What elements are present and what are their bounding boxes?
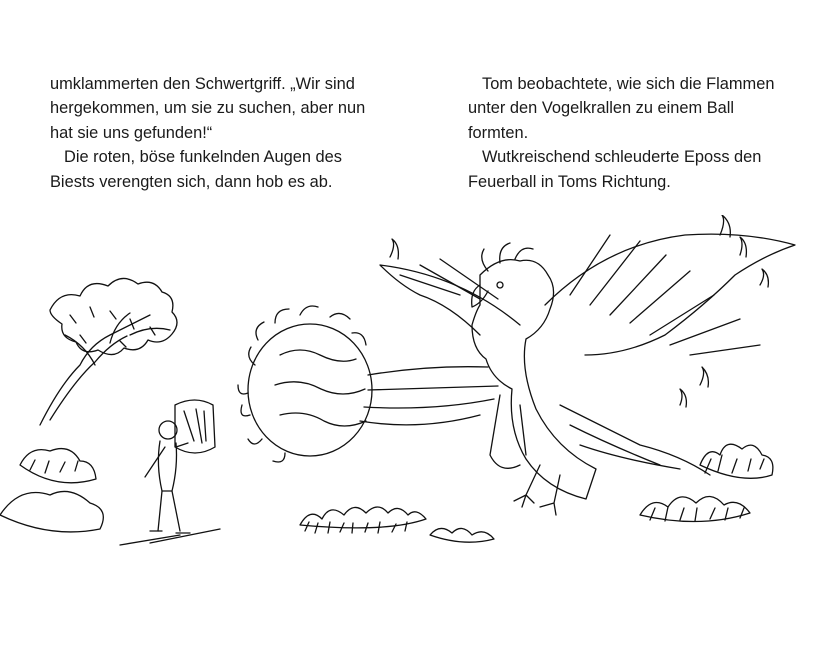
illustration (0, 215, 831, 585)
text-line: hergekommen, um sie zu suchen, aber nun (50, 99, 366, 118)
fire-bird-eposs (380, 234, 795, 515)
text-line: hat sie uns gefunden!“ (50, 123, 213, 142)
left-text-column (50, 72, 380, 194)
ground-shrubs (300, 444, 773, 542)
flames (390, 215, 768, 407)
text-line: Wutkreischend schleuderte Eposs den (482, 148, 762, 167)
fireball (238, 306, 498, 462)
text-line: formten. (468, 123, 529, 142)
text-line: Feuerball in Toms Richtung. (468, 172, 671, 191)
text-line: Biests verengten sich, dann hob es ab. (50, 172, 333, 191)
text-line: Die roten, böse funkelnden Augen des (64, 148, 342, 167)
knight-figure (120, 400, 220, 545)
tree (0, 278, 177, 531)
text-line: Tom beobachtete, wie sich die Flammen (482, 75, 775, 93)
text-line: umklammerten den Schwertgriff. „Wir sind (50, 75, 355, 93)
text-line: unter den Vogelkrallen zu einem Ball (468, 99, 735, 118)
right-text-column (468, 72, 798, 194)
